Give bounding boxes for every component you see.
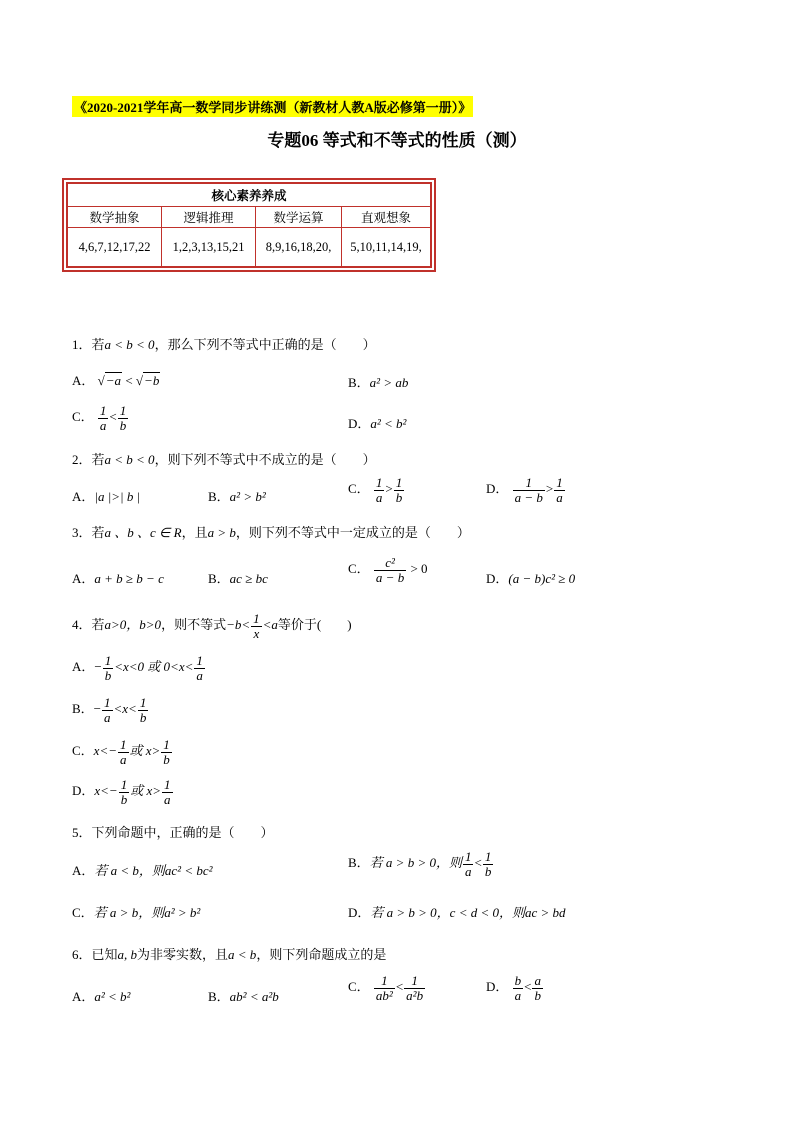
fraction: $\frac{1}{a - b}$ <box>514 475 543 505</box>
table-caption: 核心素养养成 <box>68 184 431 207</box>
option-label: A． <box>72 989 95 1004</box>
q4-option-b[interactable] <box>72 696 149 724</box>
option-label: D． <box>348 905 371 920</box>
option-label: D． <box>72 783 95 799</box>
page-title: 专题06 等式和不等式的性质（测） <box>267 131 527 150</box>
fraction: $\frac{1}{\text{ab²}}$ <box>375 973 393 1003</box>
option-label: B． <box>208 571 230 586</box>
column-header: 直观想象 <box>342 207 431 228</box>
operator: < <box>474 855 482 871</box>
option-text: <x<0 或 0<x< <box>114 659 194 675</box>
sqrt-expression: √−b <box>135 373 160 388</box>
option-text: ac ≥ bc <box>229 571 268 586</box>
option-label: B． <box>348 375 370 390</box>
option-text: x<− <box>94 783 118 799</box>
fraction: $\frac{1}{b}$ <box>484 849 492 879</box>
fraction: $\frac{a}{b}$ <box>534 973 541 1003</box>
option-text: 若 a < b，则ac² < bc² <box>94 863 213 878</box>
fraction: $\frac{1}{b}$ <box>104 653 112 683</box>
option-text: (a − b)c² ≥ 0 <box>508 571 576 586</box>
core-competency-table <box>67 183 431 267</box>
operator: > <box>385 481 393 497</box>
q1-option-d[interactable] <box>348 413 406 432</box>
q6-option-c[interactable] <box>348 974 426 1002</box>
option-text: a² > b² <box>229 489 266 504</box>
option-text: − <box>94 659 102 675</box>
table-cell: 5,10,11,14,19, <box>342 228 431 267</box>
column-header: 逻辑推理 <box>162 207 256 228</box>
q4-option-a[interactable] <box>72 654 206 682</box>
q4-stem-middle: ，则不等式 <box>161 617 227 633</box>
q6-variables: a, b <box>117 947 138 962</box>
option-text: a + b ≥ b − c <box>94 571 164 586</box>
option-text: 或 x> <box>130 783 162 799</box>
question-4-stem <box>72 612 352 640</box>
column-header: 数学运算 <box>256 207 342 228</box>
fraction: $\frac{1}{a}$ <box>164 777 171 807</box>
q6-option-a[interactable] <box>72 986 130 1005</box>
operator: < <box>109 409 117 425</box>
q4-inequality-right: <a <box>262 617 278 633</box>
q1-condition: a < b < 0 <box>104 337 155 352</box>
fraction: $\frac{1}{b}$ <box>139 695 147 725</box>
q5-option-a[interactable] <box>72 860 213 879</box>
option-text: − <box>93 701 102 717</box>
q5-option-d[interactable] <box>348 902 566 921</box>
option-label: A． <box>72 659 95 675</box>
q6-stem-middle: 为非零实数，且 <box>137 947 229 962</box>
option-text: a² > ab <box>369 375 409 390</box>
operator: < <box>524 979 532 995</box>
operator: < <box>395 979 404 995</box>
fraction: $\frac{1}{a}$ <box>120 737 127 767</box>
q1-option-a[interactable] <box>72 370 160 389</box>
q4-stem-suffix: 等价于( ) <box>277 617 352 633</box>
fraction: $\frac{1}{b}$ <box>395 475 403 505</box>
q6-option-b[interactable] <box>208 986 279 1005</box>
option-text: ab² < a²b <box>229 989 279 1004</box>
q2-option-a[interactable] <box>72 486 140 505</box>
q1-stem-suffix: ，那么下列不等式中正确的是（ ） <box>154 337 376 352</box>
q2-condition: a < b < 0 <box>104 452 155 467</box>
q6-condition: a < b <box>228 947 257 962</box>
option-label: C． <box>72 409 94 425</box>
q3-stem-middle: ，且 <box>181 525 208 540</box>
option-label: D． <box>348 416 371 431</box>
option-label: D． <box>486 571 509 586</box>
q3-option-c[interactable] <box>348 556 428 584</box>
q3-stem-prefix: 3．若 <box>72 525 105 540</box>
q1-option-b[interactable] <box>348 372 408 391</box>
fraction: $\frac{1}{a}$ <box>464 849 472 879</box>
option-label: C． <box>348 481 370 497</box>
q3-stem-suffix: ，则下列不等式中一定成立的是（ ） <box>235 525 470 540</box>
option-label: D． <box>486 979 509 995</box>
option-label: C． <box>72 905 94 920</box>
question-3-stem <box>72 522 470 541</box>
question-5-stem: 5．下列命题中，正确的是（ ） <box>72 825 274 840</box>
column-header: 数学抽象 <box>68 207 162 228</box>
option-text: x<− <box>93 743 117 759</box>
option-text: 若 a > b > 0，c < d < 0，则ac > bd <box>370 905 566 920</box>
option-label: C． <box>72 743 94 759</box>
radicand: −a <box>105 373 122 388</box>
option-label: A． <box>72 571 95 586</box>
option-label: D． <box>486 481 509 497</box>
radicand: −b <box>144 373 160 388</box>
q2-option-b[interactable] <box>208 486 266 505</box>
series-header: 《2020-2021学年高一数学同步讲练测（新教材人教A版必修第一册）》 <box>72 96 473 117</box>
q1-option-c[interactable] <box>72 404 129 432</box>
q3-option-d[interactable] <box>486 568 575 587</box>
option-text: 若 a > b > 0，则 <box>369 855 462 871</box>
q3-variables: a 、b 、c ∈ R <box>104 525 182 540</box>
q6-option-d[interactable] <box>486 974 544 1002</box>
fraction: $\frac{1}{\text{a²b}}$ <box>406 973 424 1003</box>
q2-option-c[interactable] <box>348 476 405 504</box>
operator: < <box>125 373 133 388</box>
q4-inequality-left: −b< <box>226 617 251 633</box>
core-competency-table-frame <box>62 178 436 272</box>
fraction: $\frac{1}{x}$ <box>253 611 260 641</box>
option-text: a² < b² <box>370 416 407 431</box>
option-label: A． <box>72 863 95 878</box>
fraction: $\frac{1}{a}$ <box>556 475 563 505</box>
table-cell: 4,6,7,12,17,22 <box>68 228 162 267</box>
question-6-stem <box>72 944 386 963</box>
option-label: B． <box>208 489 230 504</box>
option-label: C． <box>348 979 370 995</box>
option-label: B． <box>208 989 230 1004</box>
option-text: 若 a > b，则a² > b² <box>93 905 201 920</box>
q4-option-c[interactable] <box>72 738 173 766</box>
q5-option-b[interactable] <box>348 850 494 878</box>
option-label: B． <box>72 701 94 717</box>
fraction: $\frac{1}{a}$ <box>104 695 111 725</box>
option-text: <x< <box>113 701 137 717</box>
q4-option-d[interactable] <box>72 778 174 806</box>
option-label: A． <box>72 489 95 504</box>
fraction: $\frac{1}{a}$ <box>196 653 203 683</box>
fraction: $\frac{\text{c²}}{a - b}$ <box>375 555 405 585</box>
q6-stem-prefix: 6．已知 <box>72 947 118 962</box>
option-label: A． <box>72 373 95 388</box>
question-2-stem <box>72 449 376 468</box>
option-label: C． <box>348 561 370 577</box>
option-label: B． <box>348 855 370 871</box>
option-text: |a |>| b | <box>94 489 141 504</box>
operator: > <box>545 481 554 497</box>
q3-option-a[interactable] <box>72 568 164 587</box>
table-cell: 1,2,3,13,15,21 <box>162 228 256 267</box>
table-cell: 8,9,16,18,20, <box>256 228 342 267</box>
q5-option-c[interactable] <box>72 902 200 921</box>
fraction: $\frac{1}{b}$ <box>119 403 127 433</box>
q2-stem-suffix: ，则下列不等式中不成立的是（ ） <box>154 452 376 467</box>
fraction: $\frac{b}{a}$ <box>514 973 522 1003</box>
q4-stem-prefix: 4．若 <box>72 617 105 633</box>
q6-stem-suffix: ，则下列命题成立的是 <box>256 947 387 962</box>
operator: > 0 <box>410 561 428 577</box>
q3-condition: a > b <box>207 525 236 540</box>
question-1-stem <box>72 334 376 353</box>
q1-stem-prefix: 1．若 <box>72 337 105 352</box>
fraction: $\frac{1}{b}$ <box>120 777 128 807</box>
q3-option-b[interactable] <box>208 568 268 587</box>
option-text: 或 x> <box>129 743 161 759</box>
q4-condition: a>0，b>0 <box>104 617 162 633</box>
q2-stem-prefix: 2．若 <box>72 452 105 467</box>
q2-option-d[interactable] <box>486 476 566 504</box>
fraction: $\frac{1}{a}$ <box>375 475 383 505</box>
option-text: a² < b² <box>94 989 131 1004</box>
fraction: $\frac{1}{b}$ <box>163 737 170 767</box>
sqrt-expression: √−a <box>97 373 122 388</box>
fraction: $\frac{1}{a}$ <box>99 403 107 433</box>
